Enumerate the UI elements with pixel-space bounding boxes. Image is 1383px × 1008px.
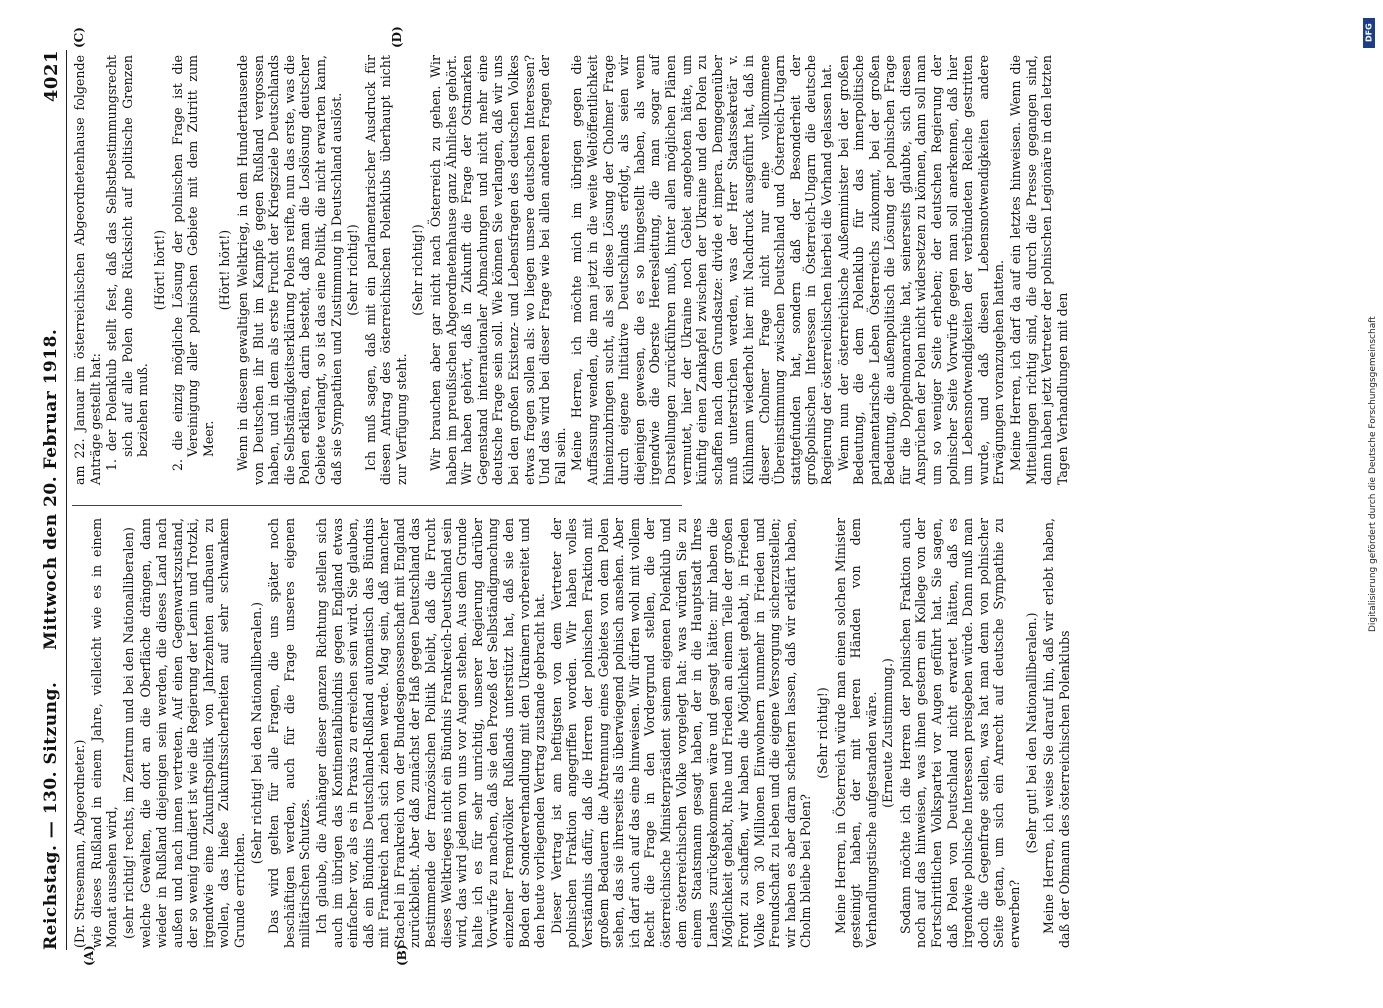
paragraph: Wenn in diesem gewaltigen Weltkrieg, in dem Hunderttausende von Deutschen ihr Blut im Kampfe gegen Rußland vergossen haben, und in dem als erste Frucht der Kriegsziele Deutschlands die Selbständigkeitserklärung Polens reifte, nun das erste, was die Polen erklären, darin besteht, daß man die Loslösung deutscher Gebiete verlangt, so ist das eine Politik, die nicht erwarten kann, daß sie Sympathien und Zustimmung in Deutschland auslöst. <box>234 55 344 485</box>
header-left: Reichstag. — 130. Sitzung. <box>41 681 61 950</box>
dfg-logo: DFG <box>1363 18 1375 48</box>
paragraph: wie dieses Rußland in einem Jahre, vielleicht wie es in einem Monat aussehen wird, <box>88 518 120 948</box>
column-divider <box>72 505 682 506</box>
interjection: (Sehr richtig! bei den Nationalliberalen.) <box>248 601 264 865</box>
paragraph: Wenn nun der österreichische Außenminister bei der großen Bedeutung, die dem Polenklub für das innerpolitische parlamentarische Leben Österreichs zukommt, bei der großen Bedeutung, die außenpolitisch die Lösung der polnischen Frage für die Doppelmonarchie hat, seinerseits glaubte, sich diesen Ansprüchen der Polen nicht widersetzen zu können, dann soll man um so weniger Seite erheben; der deutschen Regierung der polnischer Seite Vorwürfe gegen man soll anerkennen, daß hier um Lebensnotwendigkeiten der verbündeten Reiche gestritten wurde, und daß diesen Lebensnotwendigkeiten andere Erwägungen voranzugehen hatten. <box>835 55 1007 485</box>
interjection: (Sehr richtig!) <box>410 224 426 316</box>
interjection: (Sehr richtig!) <box>345 224 361 316</box>
header-rule <box>66 50 67 950</box>
paragraph: Meine Herren, ich darf da auf ein letztes hinweisen. Wenn die Mitteilungen richtig sind, die durch die Presse gegangen sind, dann haben jetzt Vertreter der polnischen Legionäre in den letzten Tagen Verhandlungen mit den <box>1008 55 1070 485</box>
paragraph: Ich glaube, die Anhänger dieser ganzen Richtung stellen sich auch im übrigen das Kontinentalbündnis gegen England etwas einfacher vor, als es in Praxis zu erreichen sein wird. Sie glauben, daß ein Bündnis Deutschland-Rußland automatisch das Bündnis mit Frankreich nach sich ziehen werde. Mag sein, daß mancher Stachel in Frankreich von der Bundesgenossenschaft mit England zurückbleibt. Aber daß zunächst der Haß gegen Deutschland das Bestimmende der französischen Politik bleibt, daß die Frucht dieses Weltkrieges nicht ein Bündnis Frankreich-Deutschland sein wird, das wird jedem von uns vor Augen stehen. Aus dem Grunde halte ich es für sehr unrichtig, unserer Regierung darüber Vorwürfe zu machen, daß sie den Prozeß der Selbständigmachung einzelner Fremdvölker Rußlands unterstützt hat, daß sie den Boden der Sonderverhandlung mit den Ukrainern vorbereitet und den heute vorliegenden Vertrag zustande gebracht hat. <box>313 518 548 948</box>
margin-marker-c: (C) <box>72 27 86 48</box>
margin-marker-a: (A) <box>82 945 96 966</box>
dfg-sidebar <box>1361 8 1381 1008</box>
margin-marker-d: (D) <box>390 26 404 48</box>
right-column <box>72 55 1070 485</box>
page-header <box>38 50 64 950</box>
paragraph: Meine Herren, in Österreich würde man einen solchen Minister gesteinigt haben, der mit leeren Händen von dem Verhandlungstische aufgestanden wäre. <box>832 518 879 948</box>
interjection: (Sehr gut! bei den Nationalliberalen.) <box>1023 612 1039 854</box>
interjection: (Sehr richtig!) <box>814 687 830 779</box>
paragraph: Das wird gelten für alle Fragen, die uns später noch beschäftigen werden, auch für die Frage unseres eigenen militärischen Schutzes. <box>266 518 313 948</box>
paragraph: welche Gewalten, die dort an die Oberfläche drängen, dann wieder in Rußland diejenigen sein werden, die dieses Land nach außen und nach innen vertreten. Auf einen Gegenwartszustand, der so wenig fundiert ist wie die Regierung der Lenin und Trotzki, irgendwie eine Zukunftspolitik von Jahrzehnten aufbauen zu wollen, das hieße Zukunftssicherheiten auf sehr schwankem Grunde errichten. <box>138 518 247 948</box>
speaker-tag: (Dr. Stresemann, Abgeordneter.) <box>72 739 87 948</box>
paragraph: Dieser Vertrag ist am heftigsten von dem Vertreter der polnischen Fraktion angegriffen worden. Wir haben volles Verständnis dafür, daß die Herren der polnischen Fraktion mit großem Bedauern die Abtrennung eines Gebietes von dem Polen sehen, das sie ihrerseits als überwiegend polnisch ansehen. Aber ich darf auch auf das eine hinweisen. Wir dürfen wohl mit vollem Recht die Frage in den Vordergrund stellen, die der österreichische Ministerpräsident seinem eigenen Polenklub und dem österreichischen Volke vorgelegt hat: was würden Sie zu einem Staatsmann gesagt haben, der in die Hauptstadt Ihres Landes zurückgekommen wäre und gesagt hätte: mir haben die Möglichkeit gehabt, Ruhe und Frieden an einem Teile der großen Front zu schaffen, wir haben die Möglichkeit gehabt, in Frieden Volke von 30 Millionen Einwohnern nunmehr in Frieden und Freundschaft zu leben und die eigene Versorgung sicherzustellen; wir haben es aber daran scheitern lassen, daß wir erklärt haben, Cholm bleibe bei Polen? <box>548 518 814 948</box>
list-item: 1. der Polenklub stellt fest, daß das Selbstbestimmungsrecht sich auf alle Polen ohne Rücksicht auf politische Grenzen beziehen muß. <box>104 55 151 471</box>
interjection: (Hört! hört!) <box>217 229 233 311</box>
page-number: 4021 <box>40 50 62 103</box>
left-column <box>72 518 1072 948</box>
paragraph: Wir brauchen aber gar nicht nach Österreich zu gehen. Wir haben im preußischen Abgeordnetenhause ganz Ähnliches gehört. Wir haben gehört, daß in Zukunft die Frage der Ostmarken Gegenstand internationaler Abmachungen und nicht mehr eine deutsche Frage sein soll. Wie können Sie verlangen, daß wir uns bei den großen Existenz- und Lebensfragen des deutschen Volkes etwas fragen sollen als: wo liegen unsere deutschen Interessen? Und das wird bei dieser Frage wie bei allen anderen Fragen der Fall sein. <box>428 55 568 485</box>
paragraph: Sodann möchte ich die Herren der polnischen Fraktion auch noch auf das hinweisen, was ihnen gestern ein Kollege von der Fortschrittlichen Volkspartei vor Augen geführt hat. Sie sagen, daß Polen von Deutschland nicht erwartet hätten, daß es irgendwie polnische Interessen preisgeben würde. Dann muß man doch die Gegenfrage stellen, was hat man denn von polnischer Seite getan, um sich ein Anrecht auf deutsche Sympathie zu erwerben? <box>897 518 1023 948</box>
interjection: (sehr richtig! rechts, im Zentrum und bei den Nationalliberalen) <box>120 527 136 939</box>
interjection: (Hört! hört!) <box>151 229 167 311</box>
paragraph: Ich muß sagen, daß mit ein parlamentarischer Ausdruck für diesen Antrag des österreichischen Polenklubs überhaupt nicht zur Verfügung steht. <box>362 55 409 485</box>
paragraph: Meine Herren, ich weise Sie darauf hin, daß wir erlebt haben, daß der Obmann des österreichischen Polenklubs <box>1041 518 1072 948</box>
list-item: 2. die einzig mögliche Lösung der polnischen Frage ist die Vereinigung aller polnischen Gebiete mit dem Zutritt zum Meer. <box>169 55 216 471</box>
digitization-note: Digitalisierung gefördert durch die Deutsche Forschungsgemeinschaft <box>1368 316 1378 632</box>
paragraph: am 22. Januar im österreichischen Abgeordnetenhause folgende Anträge gestellt hat: <box>72 55 103 485</box>
interjection: (Erneute Zustimmung.) <box>880 658 896 808</box>
header-date: Mittwoch den 20. Februar 1918. <box>41 328 61 650</box>
margin-marker-b: (B) <box>395 944 409 966</box>
paragraph: Meine Herren, ich möchte mich im übrigen gegen die Auffassung wenden, die man jetzt in die weite Weltöffentlichkeit hineinzubringen sucht, als sei diese Lösung der Cholmer Frage durch eigene Initiative Deutschlands erfolgt, als seien wir diejenigen gewesen, die es so hingestellt haben, als wenn irgendwie die Oberste Heeresleitung, die man sogar auf Darstellungen zurückführen muß, hinter allen möglichen Plänen vermutet, hier der Ukraine noch Gebiet angeboten hätte, um künftig einen Zankapfel zwischen der Ukraine und den Polen zu schaffen nach dem Grundsatze: divide et impera. Demgegenüber muß unterstrichen werden, was der Herr Staatssekretär v. Kühlmann wiederholt hier mit Nachdruck ausgeführt hat, daß in dieser Cholmer Frage nicht nur eine vollkommene Übereinstimmung zwischen Deutschland und Österreich-Ungarn stattgefunden hat, sondern daß der Besonderheit der großpolnischen Interessen in Österreich-Ungarn die deutsche Regierung der österreichischen hierbei die Vorhand gelassen hat. <box>569 55 834 485</box>
